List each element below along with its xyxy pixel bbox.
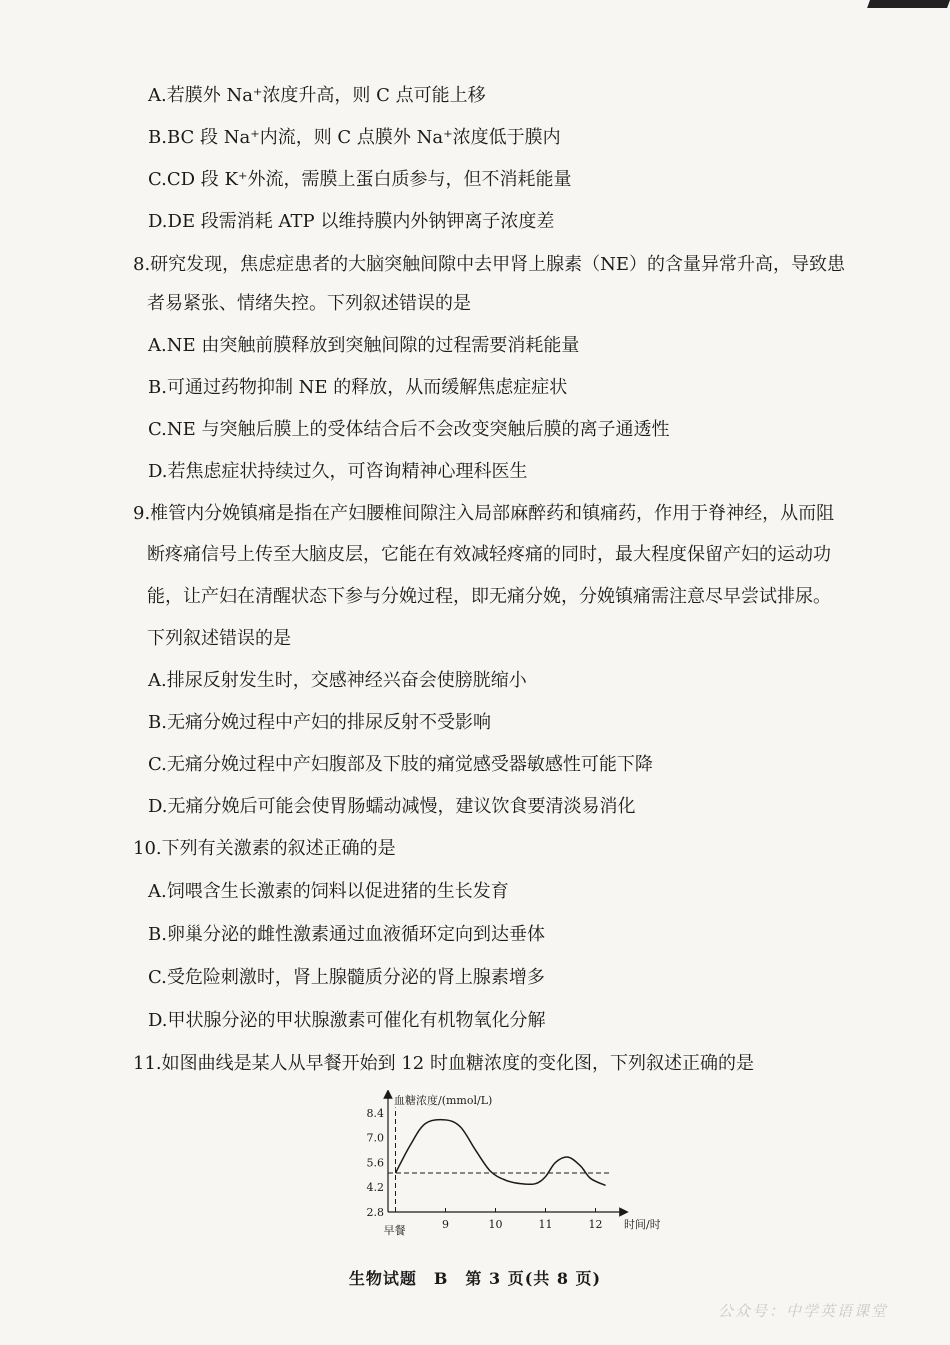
x-tick-label: 10 bbox=[488, 1218, 503, 1231]
q9-stem-line-4: 下列叙述错误的是 bbox=[147, 628, 291, 649]
q7-option-a: A.若膜外 Na⁺浓度升高，则 C 点可能上移 bbox=[148, 85, 486, 106]
q9-option-a: A.排尿反射发生时，交感神经兴奋会使膀胱缩小 bbox=[148, 670, 527, 691]
q8-option-b: B.可通过药物抑制 NE 的释放，从而缓解焦虑症症状 bbox=[148, 377, 568, 398]
q7-option-c: C.CD 段 K⁺外流，需膜上蛋白质参与，但不消耗能量 bbox=[148, 169, 572, 190]
q11-stem: 11.如图曲线是某人从早餐开始到 12 时血糖浓度的变化图，下列叙述正确的是 bbox=[133, 1053, 754, 1074]
y-tick-label: 7.0 bbox=[366, 1131, 384, 1145]
y-axis-label: 血糖浓度/(mmol/L) bbox=[394, 1094, 493, 1107]
x-tick-label: 12 bbox=[588, 1218, 603, 1231]
q8-option-c: C.NE 与突触后膜上的受体结合后不会改变突触后膜的离子通透性 bbox=[148, 419, 670, 440]
y-tick-label: 2.8 bbox=[366, 1206, 384, 1219]
x-tick-label: 9 bbox=[442, 1218, 449, 1231]
q10-option-b: B.卵巢分泌的雌性激素通过血液循环定向到达垂体 bbox=[148, 924, 545, 945]
q8-stem-line-1: 8.研究发现，焦虑症患者的大脑突触间隙中去甲肾上腺素（NE）的含量异常升高，导致患 bbox=[133, 254, 846, 275]
q8-stem-line-2: 者易紧张、情绪失控。下列叙述错误的是 bbox=[147, 293, 471, 314]
scan-corner-mark bbox=[867, 0, 950, 8]
q10-option-d: D.甲状腺分泌的甲状腺激素可催化有机物氧化分解 bbox=[148, 1010, 546, 1031]
q9-option-c: C.无痛分娩过程中产妇腹部及下肢的痛觉感受器敏感性可能下降 bbox=[148, 754, 653, 775]
y-ticks bbox=[367, 1107, 385, 1219]
q9-option-b: B.无痛分娩过程中产妇的排尿反射不受影响 bbox=[148, 712, 491, 733]
q8-option-d: D.若焦虑症状持续过久，可咨询精神心理科医生 bbox=[148, 461, 528, 482]
watermark: 公众号：中学英语课堂 bbox=[717, 1302, 888, 1320]
q9-stem-line-2: 断疼痛信号上传至大脑皮层，它能在有效减轻疼痛的同时，最大程度保留产妇的运动功 bbox=[147, 544, 831, 565]
q10-stem: 10.下列有关激素的叙述正确的是 bbox=[133, 838, 396, 859]
q10-option-c: C.受危险刺激时，肾上腺髓质分泌的肾上腺素增多 bbox=[148, 967, 545, 988]
x-tick-label: 11 bbox=[538, 1218, 553, 1231]
y-tick-label: 4.2 bbox=[366, 1181, 384, 1195]
y-tick-label: 8.4 bbox=[366, 1106, 384, 1120]
breakfast-label: 早餐 bbox=[383, 1224, 406, 1237]
q9-option-d: D.无痛分娩后可能会使胃肠蠕动减慢，建议饮食要清淡易消化 bbox=[148, 796, 636, 817]
page-footer: 生物试题 B 第 3 页(共 8 页) bbox=[348, 1269, 602, 1288]
x-axis-label: 时间/时 bbox=[624, 1218, 660, 1231]
q8-option-a: A.NE 由突触前膜释放到突触间隙的过程需要消耗能量 bbox=[148, 335, 580, 356]
q9-stem-line-3: 能，让产妇在清醒状态下参与分娩过程，即无痛分娩，分娩镇痛需注意尽早尝试排尿。 bbox=[147, 586, 831, 607]
blood-glucose-chart-svg bbox=[360, 1090, 660, 1250]
q7-option-d: D.DE 段需消耗 ATP 以维持膜内外钠钾离子浓度差 bbox=[148, 211, 555, 232]
y-tick-label: 5.6 bbox=[366, 1156, 384, 1170]
glucose-curve bbox=[396, 1120, 606, 1186]
blood-glucose-chart bbox=[360, 1090, 660, 1250]
q10-option-a: A.饲喂含生长激素的饲料以促进猪的生长发育 bbox=[148, 881, 509, 902]
q9-stem-line-1: 9.椎管内分娩镇痛是指在产妇腰椎间隙注入局部麻醉药和镇痛药，作用于脊神经，从而阻 bbox=[133, 503, 835, 524]
q7-option-b: B.BC 段 Na⁺内流，则 C 点膜外 Na⁺浓度低于膜内 bbox=[148, 127, 561, 148]
